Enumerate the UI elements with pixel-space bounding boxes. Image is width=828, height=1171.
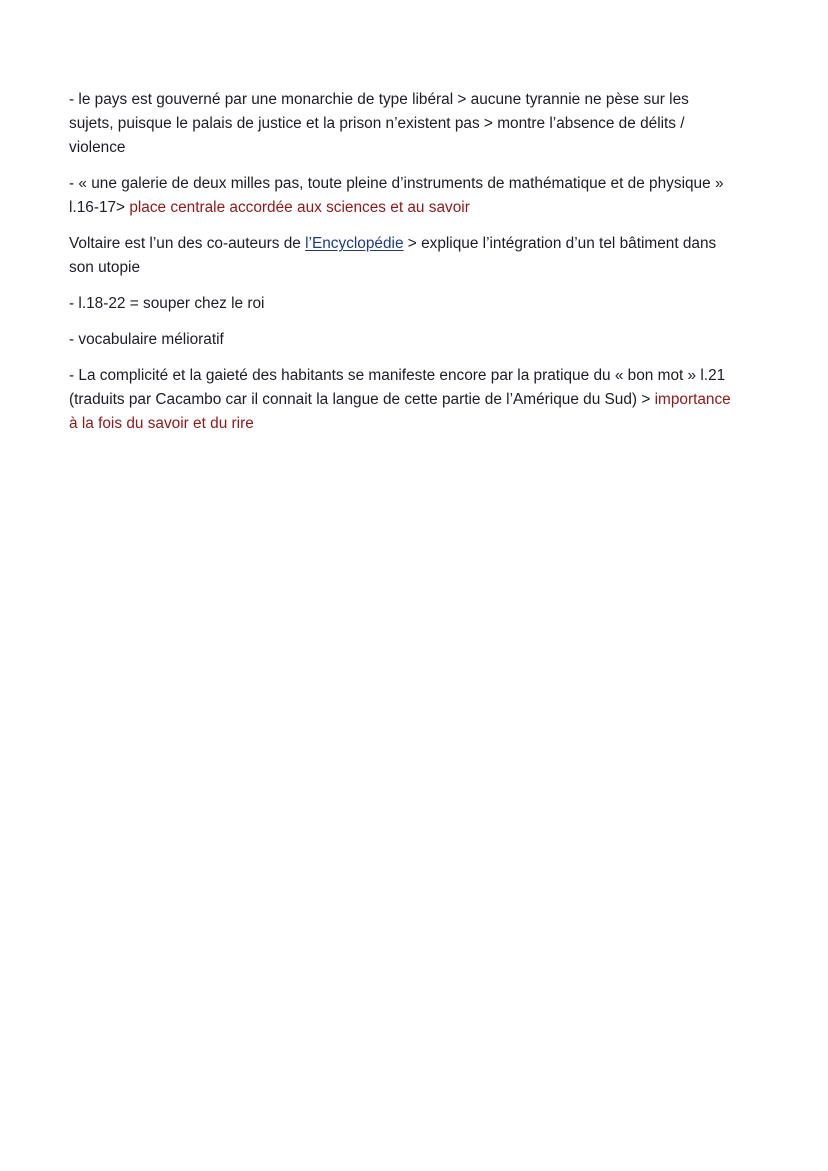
- paragraph-text: > explique l’intégration d’un tel bâtiment dans son utopie: [69, 235, 717, 276]
- paragraph-voltaire: [69, 232, 734, 280]
- highlighted-conclusion: importance à la fois du savoir et du rire: [69, 391, 731, 432]
- paragraph-monarchie: [69, 88, 734, 160]
- paragraph-souper: [69, 292, 734, 316]
- paragraph-text: - l.18-22 = souper chez le roi: [69, 295, 265, 312]
- paragraph-vocabulaire: [69, 328, 734, 352]
- highlighted-conclusion: place centrale accordée aux sciences et au savoir: [129, 199, 470, 216]
- paragraph-complicite: [69, 364, 734, 436]
- paragraph-text: - La complicité et la gaieté des habitants se manifeste encore par la pratique du « bon mot » l.21 (traduits par Cacambo car il connait la langue de cette partie de l’Amérique du Sud) >: [69, 367, 726, 408]
- encyclopedie-link[interactable]: l’Encyclopédie: [305, 235, 404, 252]
- paragraph-text: Voltaire est l’un des co-auteurs de: [69, 235, 306, 252]
- paragraph-text: - vocabulaire mélioratif: [69, 331, 224, 348]
- paragraph-text: - le pays est gouverné par une monarchie de type libéral > aucune tyrannie ne pèse sur les sujets, puisque le palais de justice et la prison n’existent pas > montre l’absence de délits / violence: [69, 91, 689, 156]
- document-body: [69, 88, 734, 448]
- paragraph-text: - « une galerie de deux milles pas, toute pleine d’instruments de mathématique et de physique » l.16-17>: [69, 175, 724, 216]
- paragraph-galerie: [69, 172, 734, 220]
